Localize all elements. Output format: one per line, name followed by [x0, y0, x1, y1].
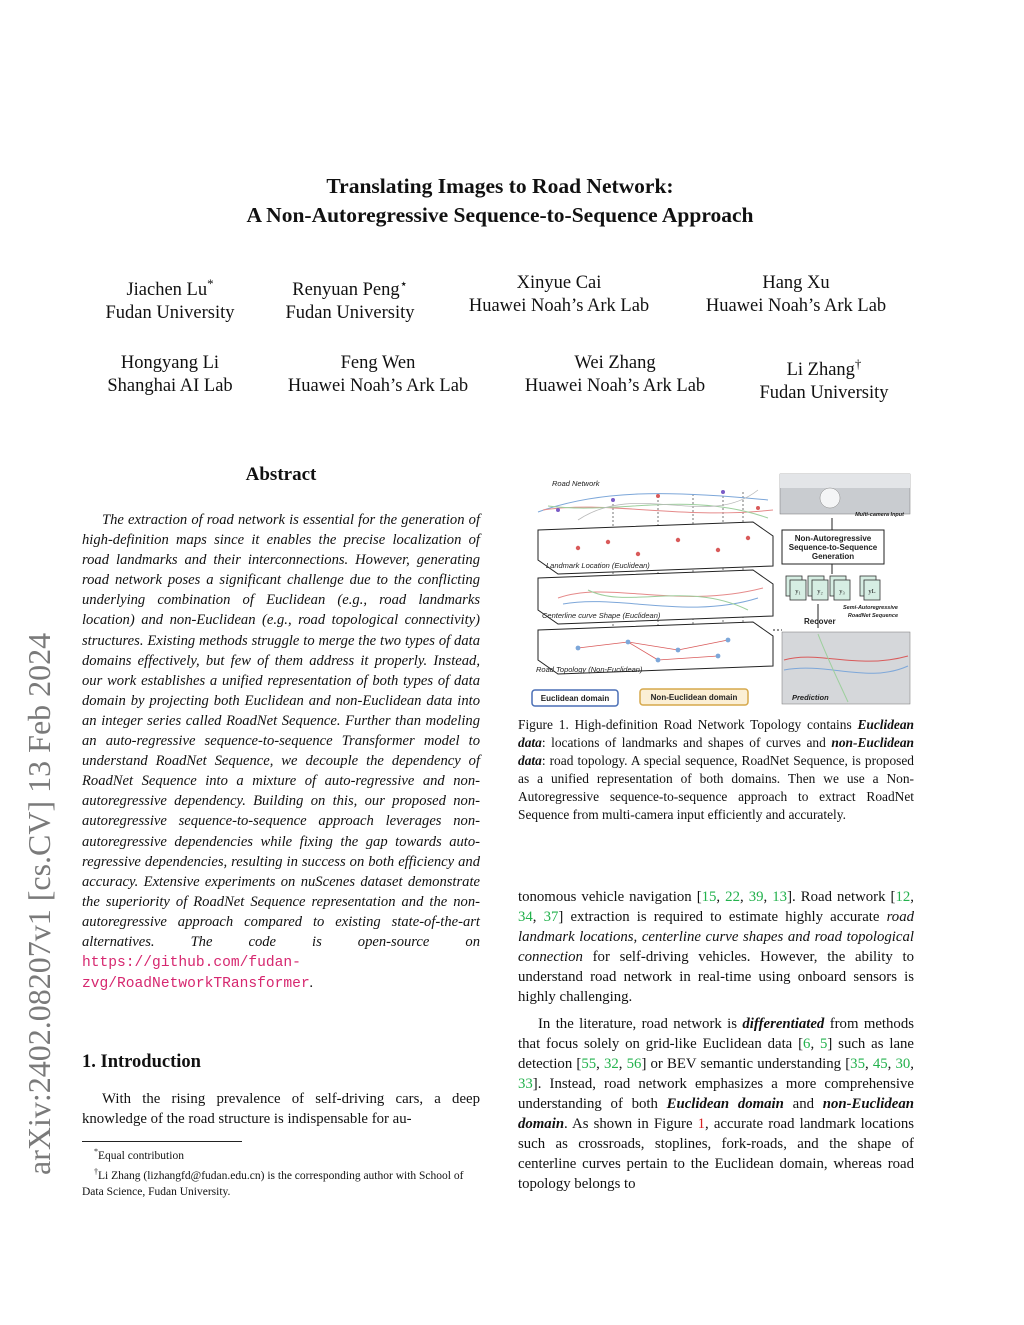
- label-centerline-layer: Centerline curve Shape (Euclidean): [542, 611, 661, 620]
- citation-link[interactable]: 5: [820, 1035, 828, 1052]
- code-link[interactable]: https://github.com/fudan-zvg/RoadNetworkTRansformer: [82, 955, 310, 993]
- abstract-text: The extraction of road network is essential for the generation of high-definition maps since it enables the precise localization of road landmarks and their interconnections. However, generating road network poses a significant challenge due to the conflicting underlying combination of Euclidean (e.g., road landmarks location) and non-Euclidean (e.g., road topological connectivity) structures. Existing methods struggle to merge the two types of data domains effectively, but few of them address it properly. Instead, our work establishes a unified representation of both types of data domain by projecting both Euclidean and non-Euclidean data into an integer series called RoadNet Sequence. Further than modeling an auto-regressive sequence-to-sequence Transformer model to understand RoadNet Sequence, we decouple the dependency of RoadNet Sequence into a mixture of auto-regressive and non-autoregressive dependency. Building on this, our proposed non-autoregressive sequence-to-sequence approach leverages non-autoregressive dependencies while fixing the gap towards auto-regressive dependencies, resulting in success on both efficiency and accuracy. Extensive experiments on nuScenes dataset demonstrate the superiority of RoadNet Sequence representation and the non-autoregressive approach compared to existing state-of-the-art alternatives. The code is open-source on: [82, 512, 480, 950]
- caption-text: High-definition Road Network Topology contains: [568, 717, 858, 732]
- citation-link[interactable]: 13: [772, 889, 788, 905]
- text-run: ,: [596, 1055, 604, 1072]
- footnotes: [82, 1144, 480, 1200]
- text-run: ] or BEV semantic understanding [: [641, 1055, 851, 1072]
- figure-1: [518, 470, 914, 710]
- author-mark: †: [854, 356, 862, 371]
- text-run: ,: [739, 889, 749, 905]
- citation-link[interactable]: 45: [872, 1055, 888, 1072]
- footnote-mark: *: [94, 1147, 99, 1156]
- citation-link[interactable]: 12: [895, 889, 911, 905]
- label-non-euclidean-domain: Non-Euclidean domain: [650, 693, 738, 702]
- author-name: Hongyang Li: [120, 353, 220, 373]
- text-run: ,: [887, 1055, 896, 1072]
- figure-reference-link[interactable]: 1: [697, 1116, 706, 1133]
- citation-link[interactable]: 6: [803, 1035, 811, 1052]
- author-block: [724, 352, 924, 405]
- text-run: ,: [910, 889, 914, 905]
- abstract-end: .: [309, 975, 314, 992]
- author-block: [449, 272, 669, 318]
- intro-text: With the rising prevalence of self-driving cars, a deep knowledge of the road structure is indispensable for au-: [82, 1091, 480, 1127]
- text-run: ,: [910, 1055, 914, 1072]
- author-block: [70, 272, 270, 325]
- emphasis-text: Euclidean domain: [666, 1095, 784, 1112]
- author-name: Renyuan Peng: [292, 280, 400, 301]
- camera-icon: [820, 488, 840, 508]
- author-affiliation: Fudan University: [759, 383, 889, 404]
- author-name: Li Zhang: [786, 360, 855, 381]
- text-run: ] such as lane detection [: [518, 1035, 914, 1072]
- text-run: ]. Road network [: [787, 889, 896, 905]
- author-affiliation: Fudan University: [285, 303, 415, 324]
- token-1: y₁: [795, 588, 801, 595]
- semi-label-1: Semi-Autoregressive: [842, 605, 898, 611]
- author-affiliation: Fudan University: [105, 303, 235, 324]
- label-prediction: Prediction: [792, 693, 829, 702]
- right-paragraph-1: [518, 887, 914, 1008]
- intro-body: [82, 1089, 480, 1129]
- text-run: and: [783, 1095, 823, 1112]
- text-run: ,: [618, 1055, 627, 1072]
- text-run: ]. Instead, road network emphasizes a more comprehensive understanding of both: [518, 1075, 914, 1112]
- citation-link[interactable]: 56: [626, 1055, 642, 1072]
- label-topology-layer: Road Topology (Non-Euclidean): [536, 665, 643, 674]
- footnote-mark: †: [94, 1166, 99, 1176]
- camera-sky: [780, 474, 910, 488]
- text-run: for self-driving vehicles. However, the ability to understand road network in real-time using onboard sensors is highly challenging.: [518, 949, 914, 1006]
- paper-title: [0, 172, 1000, 230]
- token-2: y₂: [817, 588, 823, 595]
- emphasis-text: non-Euclidean domain: [518, 1095, 915, 1133]
- author-block: [70, 352, 270, 398]
- citation-link[interactable]: 35: [850, 1055, 865, 1072]
- generation-line-1: Non-Autoregressive: [794, 534, 872, 543]
- author-name: Hang Xu: [762, 273, 830, 293]
- text-run: ,: [716, 889, 726, 905]
- label-road-network: Road Network: [552, 479, 600, 488]
- text-run: ,: [532, 909, 544, 926]
- arxiv-id: arXiv:2402.08207v1 [cs.CV] 13 Feb 2024: [21, 632, 57, 1175]
- citation-link[interactable]: 55: [581, 1055, 597, 1072]
- author-mark: *: [207, 276, 214, 291]
- token-3: y₃: [839, 588, 845, 595]
- author-block: [268, 352, 488, 398]
- abstract-body: [82, 510, 480, 994]
- citation-link[interactable]: 33: [518, 1075, 533, 1092]
- citation-link[interactable]: 39: [748, 889, 764, 905]
- title-line-1: Translating Images to Road Network:: [326, 174, 674, 198]
- author-mark: ⋆: [399, 276, 408, 291]
- emphasis-text: differentiated: [742, 1015, 825, 1032]
- author-affiliation: Huawei Noah’s Ark Lab: [705, 296, 887, 316]
- right-column-body: [518, 887, 914, 1194]
- caption-text: : locations of landmarks and shapes of curves and: [541, 735, 832, 750]
- author-block: [686, 272, 906, 318]
- right-paragraph-2: [518, 1014, 914, 1195]
- footnote-rule: [82, 1141, 242, 1142]
- author-block: [250, 272, 450, 325]
- author-name: Jiachen Lu: [126, 280, 208, 301]
- citation-link[interactable]: 22: [725, 889, 740, 905]
- text-run: . As shown in Figure: [564, 1116, 698, 1133]
- generation-line-2: Sequence-to-Sequence: [788, 543, 878, 552]
- citation-link[interactable]: 34: [518, 909, 533, 926]
- generation-line-3: Generation: [811, 552, 855, 561]
- figure-caption: [518, 716, 914, 824]
- text-run: , accurate road landmark locations such as crossroads, stoplines, fork-roads, and the shape of centerline curves pertain to the Euclidean domain, whereas road topology belongs to: [518, 1116, 914, 1193]
- citation-link[interactable]: 32: [603, 1055, 619, 1072]
- citation-link[interactable]: 37: [543, 909, 559, 926]
- author-name: Wei Zhang: [574, 353, 656, 373]
- abstract-heading: Abstract: [245, 464, 317, 485]
- author-affiliation: Shanghai AI Lab: [107, 376, 233, 396]
- text-run: In the literature, road network is: [538, 1015, 743, 1032]
- citation-link[interactable]: 30: [895, 1055, 911, 1072]
- intro-heading: 1. Introduction: [82, 1052, 201, 1072]
- text-run: ,: [810, 1035, 820, 1052]
- citation-link[interactable]: 15: [701, 889, 717, 905]
- title-line-2: A Non-Autoregressive Sequence-to-Sequence Approach: [246, 203, 754, 227]
- text-run: ,: [864, 1055, 873, 1072]
- semi-label-2: RoadNet Sequence: [847, 613, 898, 619]
- road-network-top: [538, 490, 773, 520]
- label-recover: Recover: [804, 617, 836, 626]
- text-run: ,: [763, 889, 773, 905]
- label-landmark-layer: Landmark Location (Euclidean): [546, 561, 650, 570]
- footnote-1: Equal contribution: [98, 1149, 184, 1162]
- author-affiliation: Huawei Noah’s Ark Lab: [524, 376, 706, 396]
- caption-emphasis: non-Euclidean data: [518, 735, 914, 768]
- token-l: yL: [868, 588, 876, 595]
- text-run: tonomous vehicle navigation [: [518, 889, 702, 905]
- caption-text: : road topology. A special sequence, RoadNet Sequence, is proposed as a unified representation of both domains. Then we use a Non-Autoregressive sequence-to-sequence approach to extract RoadNet Sequence from multi-camera input efficiently and accurately.: [518, 753, 914, 822]
- emphasis-text: road landmark locations, centerline curve shapes and road topological connection: [518, 909, 914, 966]
- footnote-2: Li Zhang (lizhangfd@fudan.edu.cn) is the corresponding author with School of Data Science, Fudan University.: [82, 1169, 464, 1198]
- text-run: ] extraction is required to estimate highly accurate: [558, 909, 887, 926]
- label-euclidean-domain: Euclidean domain: [540, 694, 610, 703]
- author-affiliation: Huawei Noah’s Ark Lab: [468, 296, 650, 316]
- author-affiliation: Huawei Noah’s Ark Lab: [287, 376, 469, 396]
- author-name: Xinyue Cai: [516, 273, 602, 293]
- author-block: [505, 352, 725, 398]
- author-name: Feng Wen: [340, 353, 416, 373]
- label-multi-camera: Multi-camera Input: [855, 512, 904, 518]
- text-run: from methods that focus solely on grid-like Euclidean data [: [518, 1015, 914, 1052]
- caption-label: Figure 1.: [518, 717, 569, 732]
- caption-emphasis: Euclidean data: [518, 717, 914, 750]
